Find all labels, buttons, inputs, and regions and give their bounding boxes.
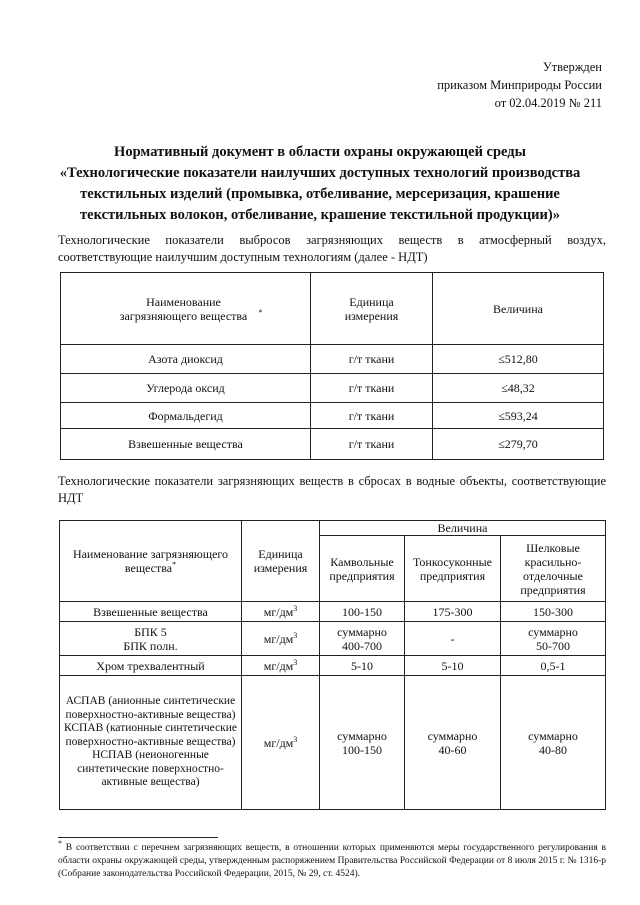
water-row-name-line: КСПАВ (катионные синтетические поверхностно-активные вещества) <box>63 722 238 748</box>
water-row-v2 <box>405 676 501 810</box>
water-header-unit <box>242 521 320 602</box>
table-row <box>61 345 604 374</box>
water-row-v1 <box>320 622 405 656</box>
table-row <box>61 403 604 429</box>
unit-sup: 3 <box>293 603 298 613</box>
value-line: 40-80 <box>539 742 567 757</box>
air-row-name: Взвешенные вещества <box>61 429 311 460</box>
air-row-unit: г/т ткани <box>311 374 433 403</box>
air-header-name-text: Наименование загрязняющего вещества <box>119 294 248 323</box>
water-row-unit <box>242 622 320 656</box>
value-line: суммарно <box>528 624 578 639</box>
water-header-col3-text: Шелковые красильно-отделочные предприятия <box>520 540 586 597</box>
air-header-row <box>61 273 604 345</box>
approval-line-1: Утвержден <box>542 60 602 74</box>
air-row-unit: г/т ткани <box>311 429 433 460</box>
water-row-v2: - <box>405 622 501 656</box>
air-row-name: Углерода оксид <box>61 374 311 403</box>
unit-sup: 3 <box>293 734 298 744</box>
title-line-3: текстильных изделий (промывка, отбеливание, мерсеризация, крашение <box>80 186 560 202</box>
air-row-unit: г/т ткани <box>311 403 433 429</box>
water-row-v3: 0,5-1 <box>501 656 606 676</box>
air-row-unit: г/т ткани <box>311 345 433 374</box>
table-row <box>61 374 604 403</box>
unit-sup: 3 <box>293 657 298 667</box>
air-row-value: ≤48,32 <box>433 374 604 403</box>
air-row-value: ≤593,24 <box>433 403 604 429</box>
air-header-unit-text: Единица измерения <box>344 294 399 323</box>
air-row-value: ≤279,70 <box>433 429 604 460</box>
table-row <box>61 429 604 460</box>
table-row <box>60 676 606 810</box>
unit-sup: 3 <box>293 630 298 640</box>
water-row-unit <box>242 676 320 810</box>
title-line-2: «Технологические показатели наилучших доступных технологий производства <box>59 165 581 181</box>
water-row-name-line: АСПАВ (анионные синтетические поверхностно-активные вещества) <box>65 695 236 721</box>
water-row-name <box>60 676 242 810</box>
water-row-name-line: БПК 5 <box>134 624 167 639</box>
water-row-v1: 100-150 <box>320 602 405 622</box>
water-row-name-line: НСПАВ (неионогенные синтетические поверхностно-активные вещества) <box>77 749 224 789</box>
water-header-value: Величина <box>320 521 606 536</box>
water-header-row-1 <box>60 521 606 536</box>
value-line: суммарно <box>337 624 387 639</box>
water-row-name-line: БПК полн. <box>123 638 178 653</box>
air-row-value: ≤512,80 <box>433 345 604 374</box>
table-row <box>60 656 606 676</box>
water-row-v1 <box>320 676 405 810</box>
water-discharge-table <box>59 520 606 810</box>
value-line: 400-700 <box>342 638 382 653</box>
footnote-mark: * <box>258 307 263 317</box>
approval-line-3: от 02.04.2019 № 211 <box>494 96 602 110</box>
water-row-name <box>60 622 242 656</box>
water-header-col1: Камвольные предприятия <box>320 536 405 602</box>
air-row-name: Формальдегид <box>61 403 311 429</box>
unit-text: мг/дм <box>263 604 294 619</box>
approval-line-2: приказом Минприроды России <box>437 78 602 92</box>
water-row-v3: 150-300 <box>501 602 606 622</box>
value-line: 100-150 <box>342 742 382 757</box>
value-line: 50-700 <box>536 638 570 653</box>
value-line: суммарно <box>427 728 478 743</box>
value-line: 40-60 <box>438 742 467 757</box>
water-row-unit <box>242 656 320 676</box>
footnote-mark: * <box>58 838 62 848</box>
title-line-4: текстильных волокон, отбеливание, крашение текстильной продукции)» <box>80 207 560 223</box>
water-row-name: Взвешенные вещества <box>60 602 242 622</box>
air-intro: Технологические показатели выбросов загрязняющих веществ в атмосферный воздух, соответствующие наилучшим доступным технологиям (далее - НДТ) <box>58 233 606 264</box>
air-emissions-table <box>60 272 604 460</box>
air-row-name: Азота диоксид <box>61 345 311 374</box>
water-header-name <box>60 521 242 602</box>
value-line: суммарно <box>337 728 387 743</box>
water-header-name-text: Наименование загрязняющего вещества <box>72 547 229 575</box>
footnote-mark: * <box>172 560 177 569</box>
unit-text: мг/дм <box>263 658 294 673</box>
water-row-v3 <box>501 676 606 810</box>
water-intro: Технологические показатели загрязняющих веществ в сбросах в водные объекты, соответствующие НДТ <box>58 474 606 505</box>
water-row-v2: 175-300 <box>405 602 501 622</box>
footnote <box>58 838 606 881</box>
table-row <box>60 602 606 622</box>
water-header-col3 <box>501 536 606 602</box>
water-row-v2: 5-10 <box>405 656 501 676</box>
water-header-unit-text: Единица измерения <box>253 547 308 575</box>
air-header-unit <box>311 273 433 345</box>
value-line: суммарно <box>528 728 578 743</box>
unit-text: мг/дм <box>263 631 294 646</box>
water-row-v3 <box>501 622 606 656</box>
title-line-1: Нормативный документ в области охраны окружающей среды <box>114 144 526 160</box>
air-header-name <box>61 273 311 345</box>
footnote-text: В соответствии с перечнем загрязняющих веществ, в отношении которых применяются меры государственного регулирования в области охраны окружающей среды, утвержденным распоряжением Правительства Российской Федерации от 8 июля 2015 г. № 1316-р (Собрание законодательства Российской Федерации, 2015, № 29, ст. 4524). <box>58 843 606 879</box>
air-header-value: Величина <box>433 273 604 345</box>
water-row-unit <box>242 602 320 622</box>
approval-block <box>437 58 602 112</box>
footnote-divider <box>58 837 218 838</box>
unit-text: мг/дм <box>263 735 294 750</box>
document-title <box>40 142 600 226</box>
table-row <box>60 622 606 656</box>
water-row-v1: 5-10 <box>320 656 405 676</box>
water-row-name: Хром трехвалентный <box>60 656 242 676</box>
water-header-col2: Тонкосуконные предприятия <box>405 536 501 602</box>
